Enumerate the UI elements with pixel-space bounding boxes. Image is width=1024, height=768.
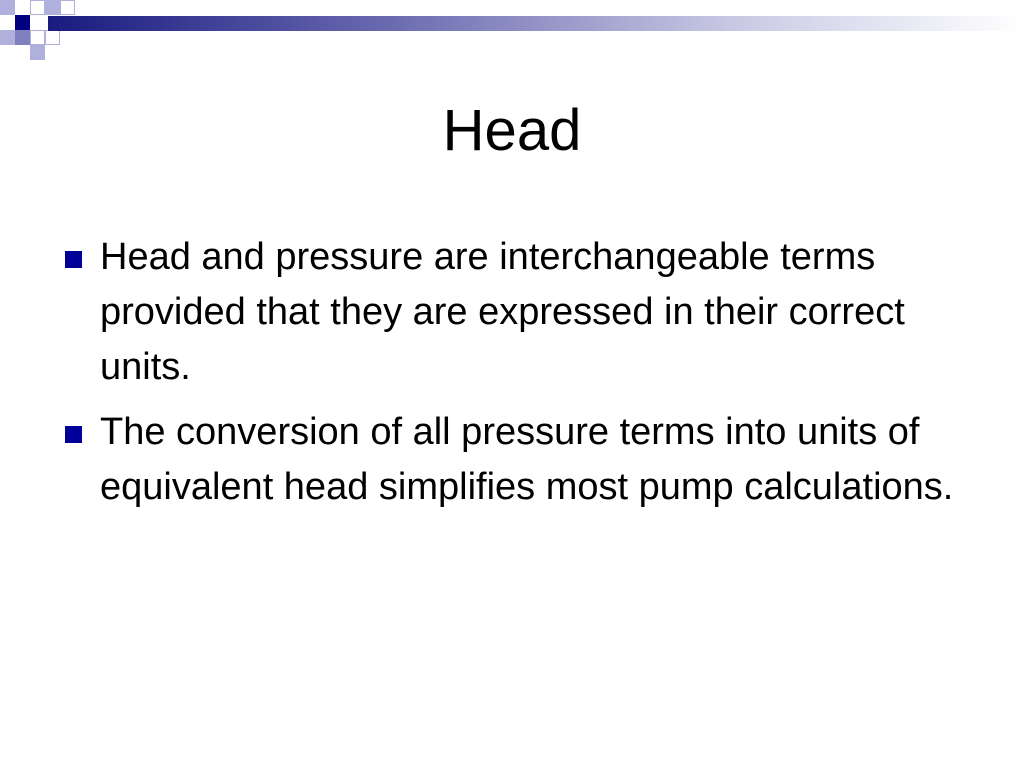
checker-square: [0, 30, 15, 45]
bullet-item: [62, 405, 962, 515]
bullet-text: The conversion of all pressure terms into units of equivalent head simplifies most pump calculations.: [100, 411, 954, 508]
checker-square: [15, 15, 30, 30]
checker-square: [30, 0, 45, 15]
square-bullet-icon: [65, 426, 82, 443]
checker-square: [45, 30, 60, 45]
checker-square: [30, 30, 45, 45]
checker-square: [0, 0, 15, 15]
bullet-item: [62, 230, 962, 395]
square-bullet-icon: [65, 251, 82, 268]
checker-square: [30, 45, 45, 60]
bullet-list: [62, 230, 962, 525]
checker-square: [15, 30, 30, 45]
corner-checker-pattern: [0, 0, 80, 64]
title-gradient-bar: [48, 16, 1024, 31]
bullet-text: Head and pressure are interchangeable terms provided that they are expressed in their correct units.: [100, 236, 905, 388]
slide-title: Head: [442, 98, 582, 163]
checker-square: [45, 0, 60, 15]
checker-square: [60, 0, 75, 15]
